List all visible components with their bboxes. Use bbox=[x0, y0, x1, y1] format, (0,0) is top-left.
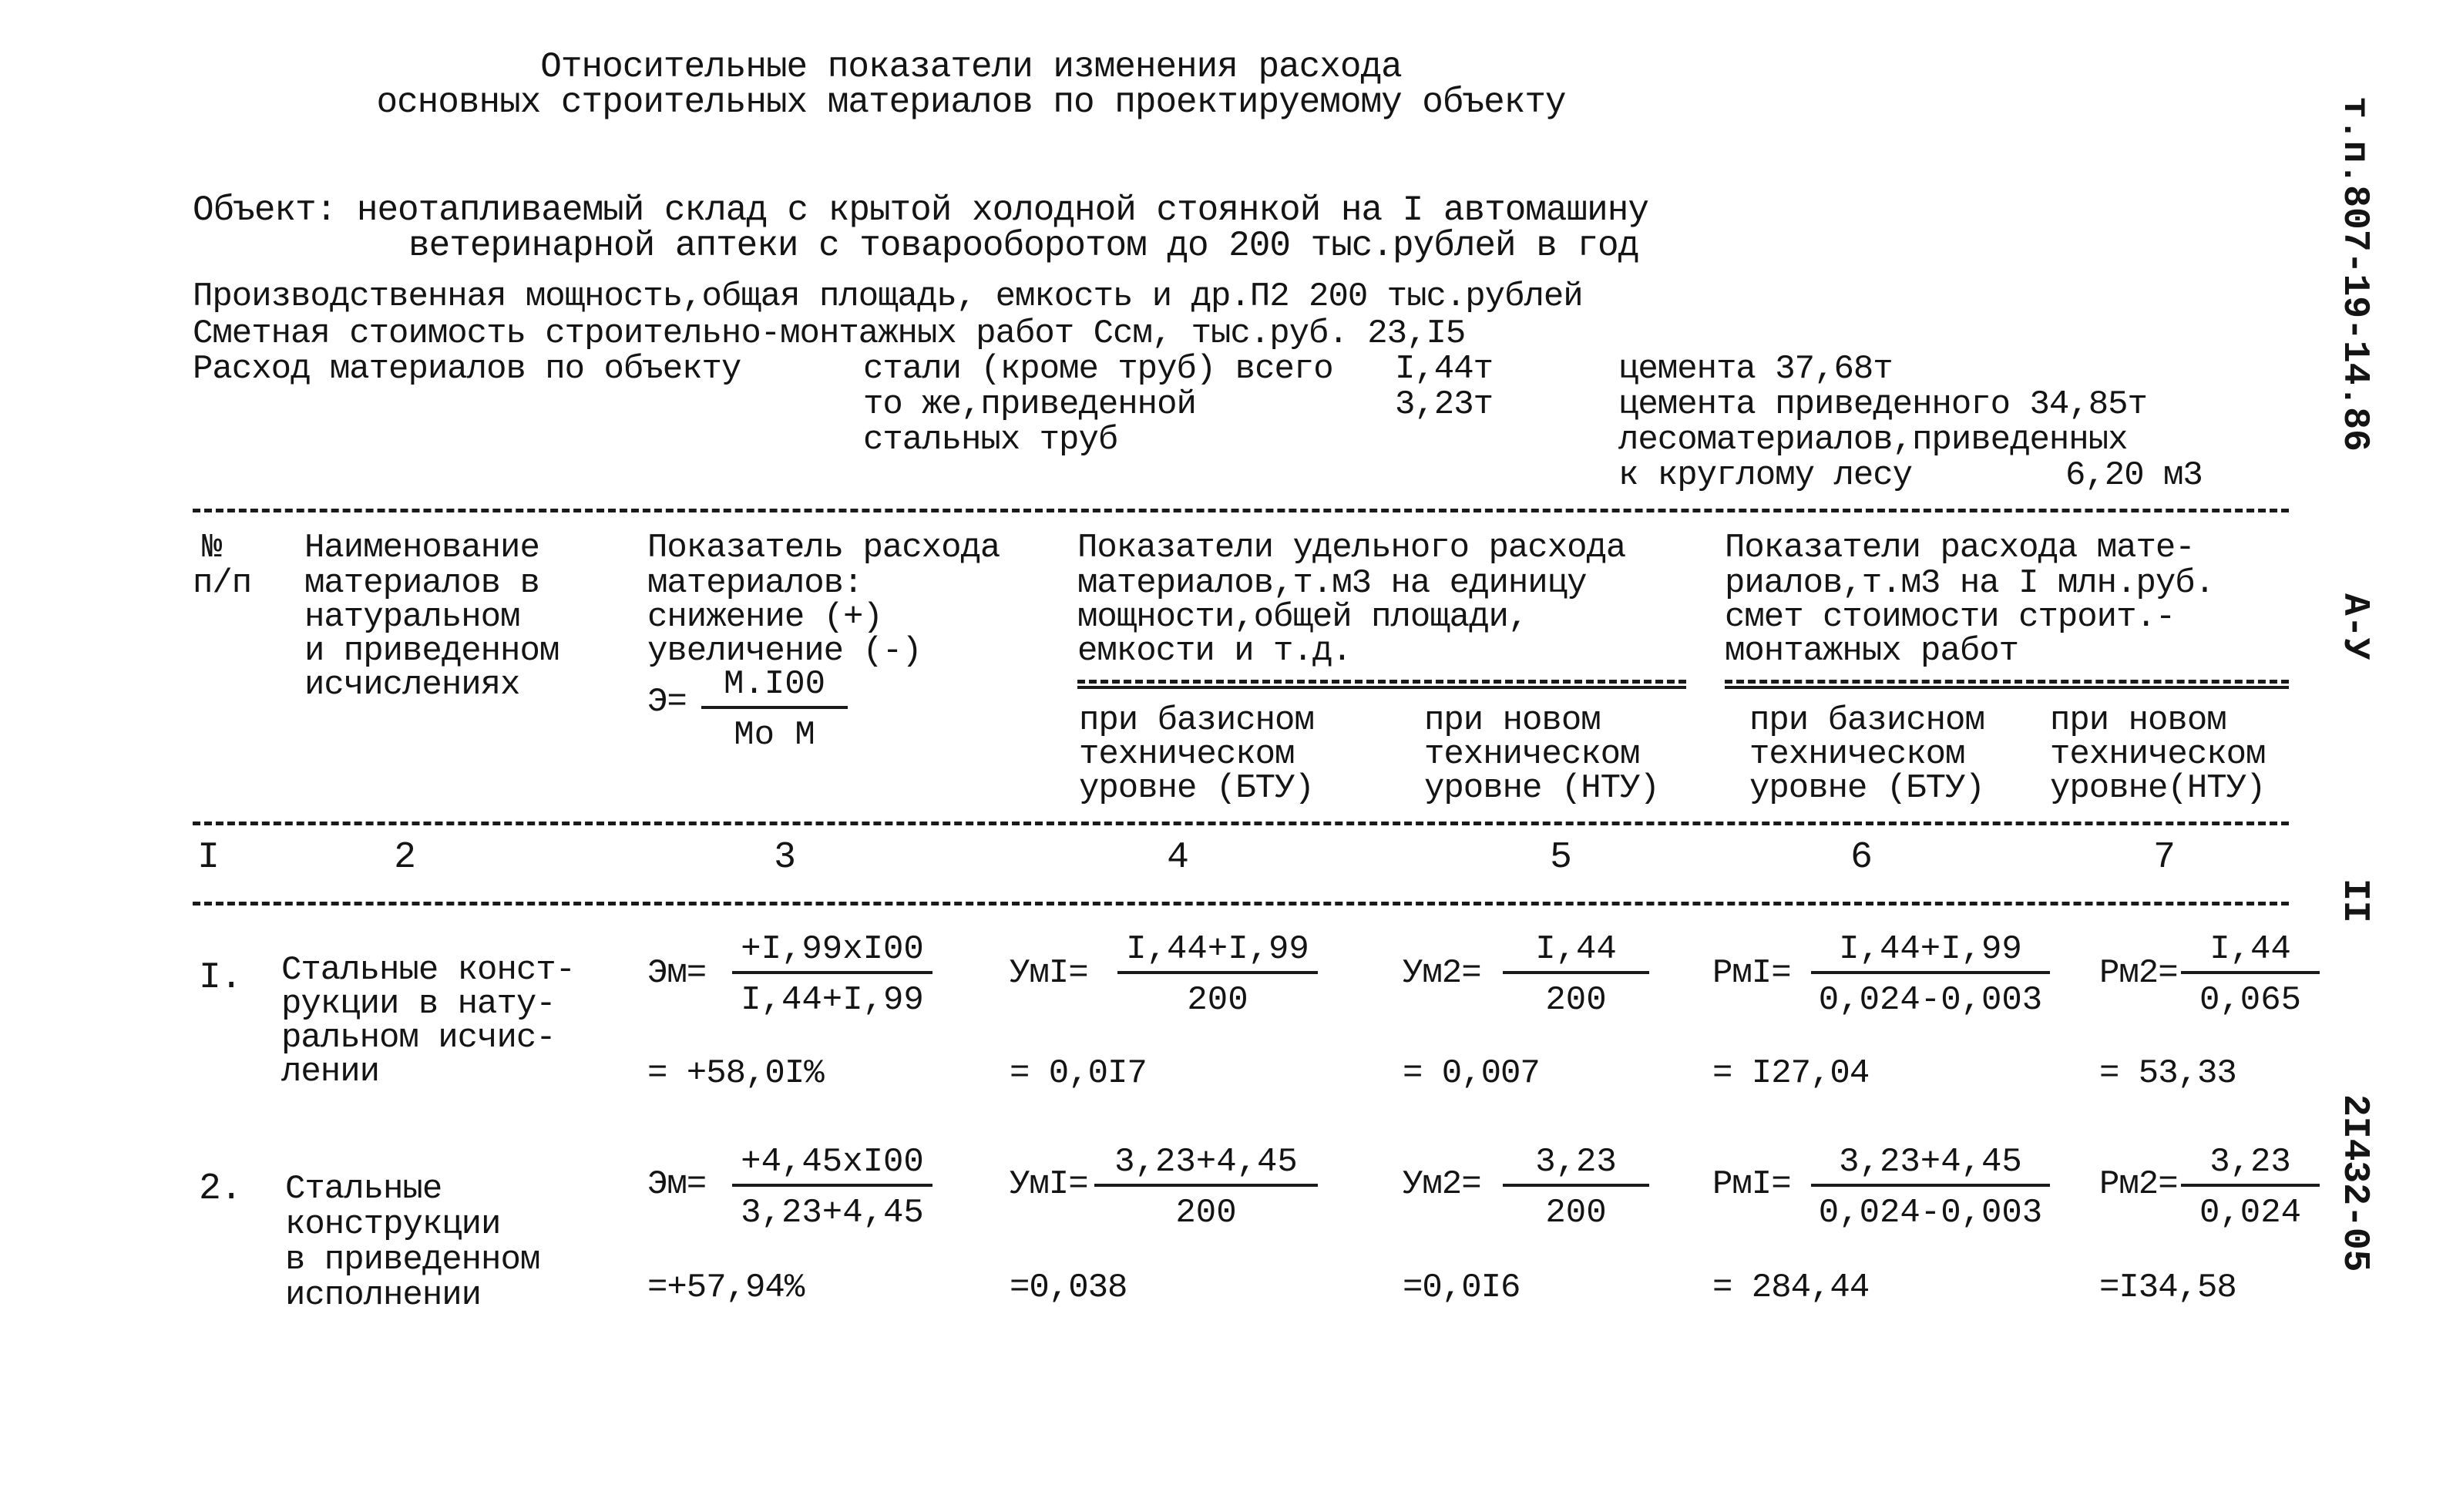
row1-name-3: ральном исчис- bbox=[281, 1019, 556, 1057]
steel-pipes-label: стальных труб bbox=[863, 421, 1118, 459]
row1-c4-fraction bbox=[1117, 931, 1318, 1019]
header-col67-line-1: Показатели расхода мате- bbox=[1725, 529, 2195, 567]
steel-reduced-label: то же,приведенной bbox=[863, 385, 1196, 424]
row2-c6-result: = 284,44 bbox=[1712, 1268, 1870, 1307]
steel-label: стали (кроме труб) всего bbox=[863, 350, 1333, 388]
colnum-6: 6 bbox=[1850, 837, 1872, 879]
header-col3-line-2: материалов: bbox=[647, 564, 863, 603]
row2-c3-prefix: Эм= bbox=[647, 1165, 707, 1204]
row2-c5-fraction bbox=[1503, 1144, 1649, 1231]
header-col5-line-1: при новом bbox=[1424, 701, 1601, 740]
title-line-1: Относительные показатели изменения расхода bbox=[540, 47, 1402, 87]
row1-c7-num: I,44 bbox=[2181, 931, 2320, 974]
row2-c3-fraction bbox=[732, 1144, 932, 1231]
row2-name-1: Стальные bbox=[285, 1170, 442, 1208]
row1-c6-den: 0,024-0,003 bbox=[1818, 981, 2043, 1020]
header-col7-line-3: уровне(НТУ) bbox=[2050, 769, 2266, 808]
object-line-2: ветеринарной аптеки с товарооборотом до 200 тыс.рублей в год bbox=[408, 226, 1639, 266]
steel-value: I,44т bbox=[1395, 350, 1494, 388]
header-col2-line-4: и приведенном bbox=[304, 632, 559, 670]
row1-c7-prefix: Рм2= bbox=[2099, 954, 2178, 993]
row1-c3-den: I,44+I,99 bbox=[741, 981, 924, 1020]
row1-c3-num: +I,99xI00 bbox=[732, 931, 932, 974]
row1-c3-result: = +58,0I% bbox=[647, 1054, 824, 1093]
header-col2-line-1: Наименование bbox=[304, 529, 539, 567]
header-col67-line-2: риалов,т.м3 на I млн.руб. bbox=[1725, 564, 2215, 603]
cement-line: цемента 37,68т bbox=[1618, 350, 1893, 388]
header-col7-line-1: при новом bbox=[2050, 701, 2226, 740]
row1-c5-prefix: Ум2= bbox=[1403, 954, 1481, 993]
consumption-label: Расход материалов по объекту bbox=[193, 350, 741, 388]
row1-c4-prefix: УмI= bbox=[1010, 954, 1088, 993]
row2-c4-den: 200 bbox=[1175, 1194, 1237, 1232]
row2-c5-prefix: Ум2= bbox=[1403, 1165, 1481, 1204]
row2-c5-result: =0,0I6 bbox=[1403, 1268, 1521, 1307]
row1-c7-den: 0,065 bbox=[2199, 981, 2302, 1020]
numbers-top-rule bbox=[193, 822, 2289, 825]
row2-c4-prefix: УмI= bbox=[1010, 1165, 1088, 1204]
header-col3-line-3: снижение (+) bbox=[647, 598, 882, 637]
row1-name-4: лении bbox=[281, 1053, 380, 1091]
row1-c6-num: I,44+I,99 bbox=[1811, 931, 2050, 974]
cost-line: Сметная стоимость строительно-монтажных работ Ссм, тыс.руб. 23,I5 bbox=[193, 314, 1466, 353]
row1-c6-result: = I27,04 bbox=[1712, 1054, 1870, 1093]
timber-value: 6,20 м3 bbox=[2065, 456, 2203, 495]
row2-c6-num: 3,23+4,45 bbox=[1811, 1144, 2050, 1187]
row2-c5-num: 3,23 bbox=[1503, 1144, 1649, 1187]
row2-c4-result: =0,038 bbox=[1010, 1268, 1127, 1307]
row1-c7-fraction bbox=[2181, 931, 2320, 1019]
header-col5-line-3: уровне (НТУ) bbox=[1424, 769, 1659, 808]
row1-c4-result: = 0,0I7 bbox=[1010, 1054, 1147, 1093]
row1-c5-num: I,44 bbox=[1503, 931, 1649, 974]
row2-c7-prefix: Рм2= bbox=[2099, 1165, 2178, 1204]
header-col2-line-5: исчислениях bbox=[304, 666, 520, 704]
header-col45-line-2: материалов,т.м3 на единицу bbox=[1077, 564, 1587, 603]
row2-c6-fraction bbox=[1811, 1144, 2050, 1231]
row1-c3-prefix: Эм= bbox=[647, 954, 707, 993]
steel-reduced-value: 3,23т bbox=[1395, 385, 1494, 424]
side-inventory-number: 2I432-05 bbox=[2334, 1094, 2375, 1272]
subheader-rule-left bbox=[1077, 680, 1686, 684]
colnum-3: 3 bbox=[774, 837, 795, 879]
row1-c7-result: = 53,33 bbox=[2099, 1054, 2236, 1093]
row2-c6-prefix: РмI= bbox=[1712, 1165, 1791, 1204]
header-col3-formula-den: Мо М bbox=[734, 716, 815, 754]
colnum-7: 7 bbox=[2153, 837, 2175, 879]
header-col67-line-3: смет стоимости строит.- bbox=[1725, 598, 2176, 637]
header-col3-formula-prefix: Э= bbox=[647, 683, 687, 721]
row2-c7-num: 3,23 bbox=[2181, 1144, 2320, 1187]
row1-c6-fraction bbox=[1811, 931, 2050, 1019]
row2-c4-num: 3,23+4,45 bbox=[1094, 1144, 1318, 1187]
header-col4-line-2: техническом bbox=[1079, 735, 1295, 774]
row2-c7-den: 0,024 bbox=[2199, 1194, 2302, 1232]
header-col6-line-2: техническом bbox=[1749, 735, 1965, 774]
row2-c5-den: 200 bbox=[1545, 1194, 1607, 1232]
header-col67-line-4: монтажных работ bbox=[1725, 632, 2019, 670]
header-num-label: п/п bbox=[193, 564, 252, 603]
row1-c5-den: 200 bbox=[1545, 981, 1607, 1020]
row1-num: I. bbox=[199, 957, 242, 999]
row1-c4-num: I,44+I,99 bbox=[1117, 931, 1318, 974]
timber-line-2: к круглому лесу bbox=[1618, 456, 1913, 495]
row1-c6-prefix: РмI= bbox=[1712, 954, 1791, 993]
row2-c6-den: 0,024-0,003 bbox=[1818, 1194, 2043, 1232]
header-col2-line-3: натуральном bbox=[304, 598, 520, 637]
colnum-4: 4 bbox=[1167, 837, 1188, 879]
header-col4-line-1: при базисном bbox=[1079, 701, 1314, 740]
row2-c3-result: =+57,94% bbox=[647, 1268, 805, 1307]
header-col45-line-1: Показатели удельного расхода bbox=[1077, 529, 1626, 567]
side-document-code: т.п.807-19-14.86 bbox=[2334, 96, 2375, 452]
colnum-5: 5 bbox=[1550, 837, 1571, 879]
row2-name-2: конструкции bbox=[285, 1205, 501, 1244]
row1-c5-result: = 0,007 bbox=[1403, 1054, 1540, 1093]
row2-c7-result: =I34,58 bbox=[2099, 1268, 2236, 1307]
subheader-rule-right-solid bbox=[1725, 686, 2289, 689]
side-sheet-label: А-У bbox=[2334, 593, 2375, 660]
header-col45-line-4: емкости и т.д. bbox=[1077, 632, 1352, 670]
numbers-bottom-rule bbox=[193, 902, 2289, 906]
row2-c3-den: 3,23+4,45 bbox=[741, 1194, 924, 1232]
row1-name-1: Стальные конст- bbox=[281, 951, 576, 990]
row2-name-4: исполнении bbox=[285, 1276, 482, 1315]
title-line-2: основных строительных материалов по проектируемому объекту bbox=[376, 82, 1566, 123]
header-num-sign: № bbox=[202, 529, 222, 567]
timber-line-1: лесоматериалов,приведенных bbox=[1618, 421, 2128, 459]
table-top-rule bbox=[193, 509, 2289, 512]
subheader-rule-left-solid bbox=[1077, 686, 1686, 689]
colnum-2: 2 bbox=[394, 837, 415, 879]
header-col3-formula bbox=[701, 666, 848, 754]
header-col45-line-3: мощности,общей площади, bbox=[1077, 598, 1528, 637]
header-col6-line-1: при базисном bbox=[1749, 701, 1984, 740]
colnum-1: I bbox=[197, 837, 219, 879]
header-col6-line-3: уровне (БТУ) bbox=[1749, 769, 1984, 808]
header-col2-line-2: материалов в bbox=[304, 564, 539, 603]
header-col5-line-2: техническом bbox=[1424, 735, 1640, 774]
row1-c3-fraction bbox=[732, 931, 932, 1019]
header-col3-line-1: Показатель расхода bbox=[647, 529, 1000, 567]
row1-c4-den: 200 bbox=[1187, 981, 1248, 1020]
capacity-line: Производственная мощность,общая площадь, емкость и др.П2 200 тыс.рублей bbox=[193, 277, 1583, 316]
cement-reduced-line: цемента приведенного 34,85т bbox=[1618, 385, 2147, 424]
header-col3-formula-num: М.I00 bbox=[701, 666, 848, 709]
header-col4-line-3: уровне (БТУ) bbox=[1079, 769, 1314, 808]
row2-c4-fraction bbox=[1094, 1144, 1318, 1231]
subheader-rule-right bbox=[1725, 680, 2289, 684]
row2-num: 2. bbox=[199, 1168, 242, 1210]
header-col3-line-4: увеличение (-) bbox=[647, 632, 922, 670]
header-col7-line-2: техническом bbox=[2050, 735, 2266, 774]
row2-c7-fraction bbox=[2181, 1144, 2320, 1231]
row2-c3-num: +4,45xI00 bbox=[732, 1144, 932, 1187]
row1-name-2: рукции в нату- bbox=[281, 985, 556, 1023]
row1-c5-fraction bbox=[1503, 931, 1649, 1019]
side-page-number: II bbox=[2334, 879, 2375, 923]
object-line-1: Объект: неотапливаемый склад с крытой холодной стоянкой на I автомашину bbox=[193, 190, 1648, 230]
row2-name-3: в приведенном bbox=[285, 1241, 540, 1279]
